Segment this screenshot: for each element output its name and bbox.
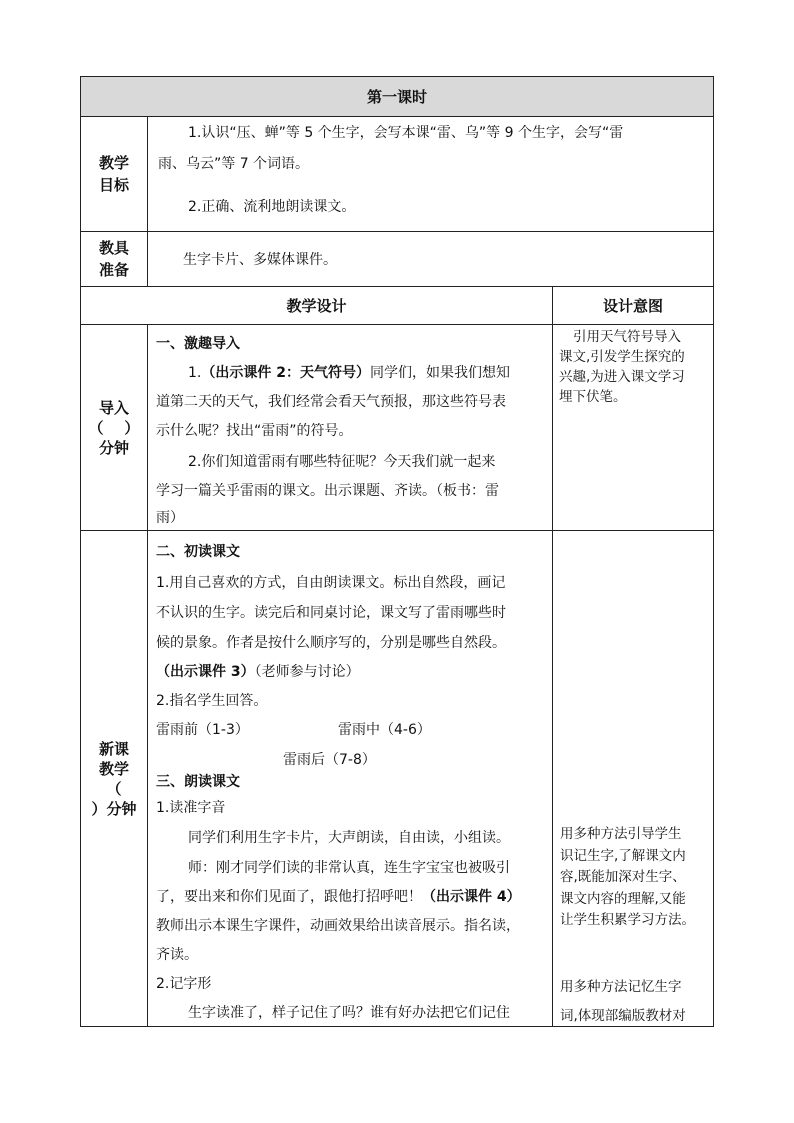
intro-p2-line1: 2.你们知道雷雨有哪些特征呢？今天我们就一起来 <box>188 454 496 470</box>
design-header-row <box>81 287 713 325</box>
intro-note-line-3: 兴趣,为进入课文学习 <box>559 369 685 385</box>
courseware-3: （出示课件 3） <box>156 664 255 680</box>
section-3-line-2: 师：刚才同学们读的非常认真，连生字宝宝也被吸引 <box>188 860 510 876</box>
segment-before: 雷雨前（1-3） <box>156 722 249 738</box>
newlesson-note-cell <box>553 531 713 1026</box>
intro-heading: 一、激趣导入 <box>156 336 240 352</box>
intro-p1-bold: （出示课件 2：天气符号） <box>201 365 370 381</box>
section-2-line-1: 1.用自己喜欢的方式，自由朗读课文。标出自然段，画记 <box>156 575 506 591</box>
tools-label-2: 准备 <box>98 261 129 279</box>
intro-note-line-1: 引用天气符号导入 <box>573 329 681 345</box>
goals-row <box>81 117 713 232</box>
intro-label-1: 导入 <box>98 398 129 417</box>
section-2-answer: 2.指名学生回答。 <box>156 693 268 709</box>
section-3-line-4: 教师出示本课生字课件，动画效果给出读音展示。指名读， <box>156 918 520 934</box>
tools-content-cell <box>148 232 713 286</box>
intro-p1-num: 1. <box>188 365 202 381</box>
tools-row <box>81 232 713 287</box>
intro-p1-line1 <box>188 362 510 382</box>
newlesson-row <box>81 531 713 1026</box>
intro-p1-line3: 示什么呢？找出“雷雨”的符号。 <box>156 423 353 439</box>
intro-label-2: （ ） <box>88 418 140 437</box>
note1-line-4: 课文内容的理解,又能 <box>560 890 686 907</box>
teacher-discussion: （老师参与讨论） <box>254 664 360 680</box>
section-3-line-5: 齐读。 <box>156 947 198 963</box>
intro-note <box>559 327 685 407</box>
intro-p1-line2: 道第二天的天气，我们经常会看天气预报，那这些符号表 <box>156 394 506 410</box>
note1-line-1: 用多种方法引导学生 <box>560 826 682 842</box>
intro-note-line-2: 课文,引发学生探究的 <box>559 349 685 365</box>
intro-content-cell <box>148 325 553 530</box>
intro-row <box>81 325 713 531</box>
section-3-item-1: 1.读准字音 <box>156 800 226 816</box>
goals-line-3: 2.正确、流利地朗读课文。 <box>188 199 356 215</box>
lesson-title: 第一课时 <box>366 88 427 106</box>
goals-content-cell <box>148 117 713 231</box>
intent-header: 设计意图 <box>602 297 663 315</box>
intro-note-cell <box>553 325 713 530</box>
section-3-line-6: 生字读准了，样子记住了吗？谁有好办法把它们记住 <box>188 1005 510 1021</box>
newlesson-label-1: 新课 <box>98 739 129 758</box>
tools-content: 生字卡片、多媒体课件。 <box>183 252 337 268</box>
section-2-heading: 二、初读课文 <box>156 544 240 560</box>
intro-label-3: 分钟 <box>98 438 129 457</box>
note1-line-5: 让学生积累学习方法。 <box>560 912 695 928</box>
newlesson-label-3: （ <box>106 779 122 798</box>
goals-label-1: 教学 <box>98 154 129 172</box>
section-3-heading: 三、朗读课文 <box>156 774 240 790</box>
section-3-item-2: 2.记字形 <box>156 976 212 992</box>
design-header: 教学设计 <box>286 297 347 315</box>
design-header-cell <box>81 287 553 324</box>
goals-line-1: 1.认识“压、蝉”等 5 个生字，会写本课“雷、乌”等 9 个生字，会写“雷 <box>188 125 624 141</box>
section-2-line-2: 不认识的生字。读完后和同桌讨论，课文写了雷雨哪些时 <box>156 605 506 621</box>
courseware-4: （出示课件 4） <box>422 889 521 905</box>
section-3-line-1: 同学们利用生字卡片，大声朗读，自由读，小组读。 <box>188 830 510 846</box>
intro-p2-line3: 雨） <box>156 510 184 526</box>
intro-p2-line2: 学习一篇关乎雷雨的课文。出示课题、齐读。（板书：雷 <box>156 483 499 499</box>
segment-during: 雷雨中（4-6） <box>338 722 431 738</box>
intro-note-line-4: 埋下伏笔。 <box>559 389 627 405</box>
intent-header-cell <box>553 287 713 324</box>
newlesson-label-cell <box>81 531 148 1026</box>
section-3-line-3 <box>156 886 521 906</box>
segment-after: 雷雨后（7-8） <box>283 752 376 768</box>
note1-line-2: 识记生字,了解课文内 <box>560 847 686 864</box>
goals-label-2: 目标 <box>98 176 129 194</box>
newlesson-note-1 <box>560 824 695 932</box>
intro-label-cell <box>81 325 148 530</box>
tools-label-cell <box>81 232 148 286</box>
section-2-line-4 <box>156 661 360 681</box>
newlesson-label-2: 教学 <box>98 759 129 778</box>
newlesson-label-4: ）分钟 <box>91 799 137 818</box>
tools-label-1: 教具 <box>98 239 129 257</box>
goals-label-cell <box>81 117 148 231</box>
intro-p1-rest: 同学们，如果我们想知 <box>369 365 510 381</box>
note2-line-1: 用多种方法记忆生字 <box>560 979 682 995</box>
section-2-line-3: 候的景象。作者是按什么顺序写的，分别是哪些自然段。 <box>156 635 506 651</box>
goals-line-2: 雨、乌云”等 7 个词语。 <box>158 156 310 172</box>
section-3-line-3-text: 了，要出来和你们见面了，跟他打招呼吧！ <box>156 889 422 905</box>
note1-line-3: 容,既能加深对生字、 <box>560 869 686 885</box>
lesson-plan-table <box>80 76 714 1027</box>
note2-line-2: 词,体现部编版教材对 <box>560 1008 686 1024</box>
title-row <box>81 77 713 117</box>
newlesson-note-2 <box>560 973 686 1026</box>
newlesson-content-cell <box>148 531 553 1026</box>
